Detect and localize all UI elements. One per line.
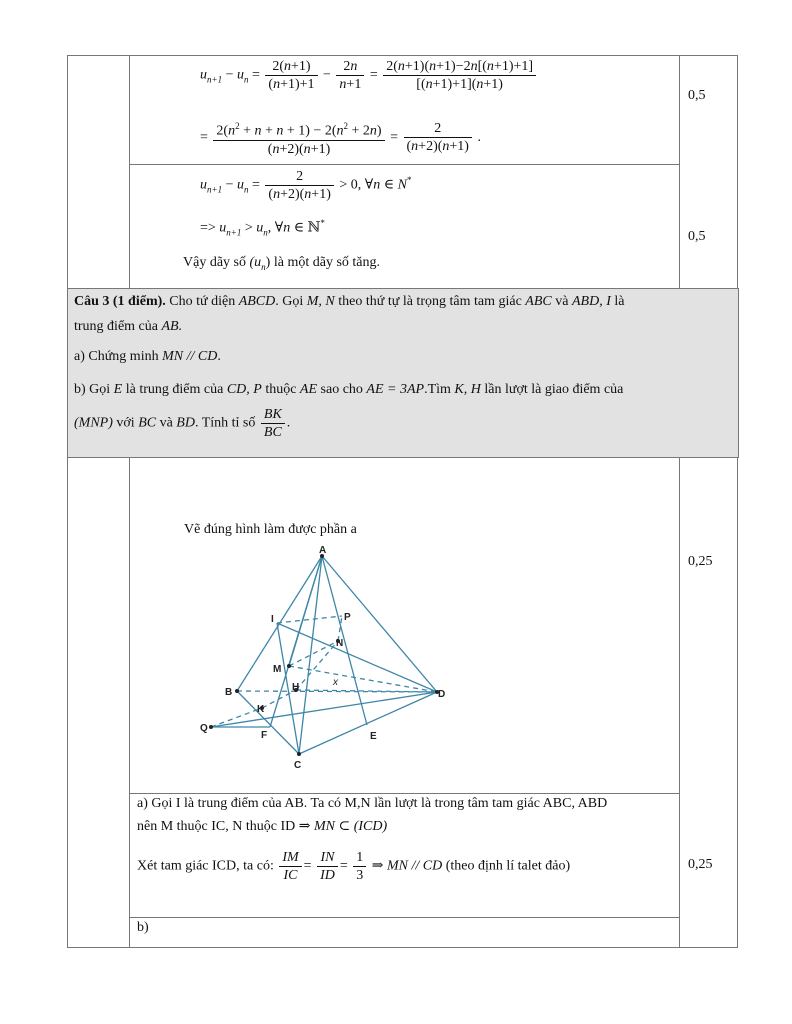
figure-caption: Vẽ đúng hình làm được phần a <box>184 522 357 537</box>
edge-AE <box>322 556 367 725</box>
equation-4: => $u_{n+1} > u_n$, ∀n ∈ ℕ* <box>200 218 325 238</box>
label-Q: Q <box>200 723 208 734</box>
edge-HN <box>296 641 338 690</box>
edge-MN <box>289 641 338 666</box>
label-B: B <box>225 687 233 698</box>
conclusion-b: là một dãy số tăng. <box>273 255 380 270</box>
edge-IP <box>277 616 342 623</box>
question-line-1: Câu 3 (1 điểm). Cho tứ diện ABCD. Gọi M, N theo thứ tự là trọng tâm tam giác ABC và ABD, I là <box>74 294 625 309</box>
conclusion: Vậy dãy số $(u_n)$ là một dãy số tăng. <box>183 255 380 272</box>
score-row3: 0,25 <box>688 554 713 569</box>
label-E: E <box>370 731 377 742</box>
question-heading: Câu 3 (1 điểm). <box>74 294 166 309</box>
label-C: C <box>294 760 302 771</box>
edge-AD <box>322 556 437 692</box>
label-H: H <box>292 682 300 693</box>
answer-a-line-1: a) Gọi I là trung điểm của AB. Ta có M,N lần lượt là trong tâm tam giác ABC, ABD <box>137 796 608 811</box>
question-line-2: trung điểm của AB. <box>74 319 183 334</box>
label-P: P <box>344 612 351 623</box>
equation-2: = $\frac{2(n^2 + n + n + 1) - 2(n^2 + 2n)}{(n+2)(n+1)}$ = $\frac{2}{(n+2)(n+1)}$ . <box>200 118 481 158</box>
label-N: N <box>336 638 344 649</box>
label-D: D <box>438 689 446 700</box>
edge-MD <box>289 666 437 692</box>
answer-a-line-3: Xét tam giác ICD, ta có: $\frac{IM}{IC}$ = $\frac{IN}{ID}$ = $\frac{1}{3}$ ⇒ MN // CD (theo định lí talet đảo) <box>137 850 571 883</box>
equation-1: $u_{n+1} - u_n$ = $\frac{2(n+1)}{(n+1)+1}$ − $\frac{2n}{n+1}$ = $\frac{2(n+1)(n+1)-2n[(n+1)+1]}{[(n+1)+1](n+1)}$ <box>200 58 538 93</box>
label-I: I <box>271 614 274 625</box>
conclusion-a: Vậy dãy số <box>183 255 246 270</box>
question-part-a: a) Chứng minh MN // CD. <box>74 349 221 364</box>
edge-AM <box>289 556 322 666</box>
edge-CD <box>299 692 437 754</box>
label-A: A <box>319 545 327 556</box>
equation-3: $u_{n+1} - u_n$ = $\frac{2}{(n+2)(n+1)}$ > 0, ∀n ∈ N* <box>200 169 412 202</box>
question-part-b-2: (MNP) với BC và BD. Tính tỉ số $\frac{BK}{BC}$ . <box>74 407 291 440</box>
edge-QD <box>211 692 437 727</box>
question-part-b-1: b) Gọi E là trung điểm của CD, P thuộc AE sao cho AE = 3AP.Tìm K, H lần lượt là giao điểm của <box>74 382 624 397</box>
score-row2: 0,5 <box>688 229 706 244</box>
answer-a-line-2: nên M thuộc IC, N thuộc ID ⇒ MN ⊂ (ICD) <box>137 819 388 834</box>
edge-AC <box>299 556 322 754</box>
edge-QK <box>211 708 262 727</box>
score-row1: 0,5 <box>688 88 706 103</box>
label-x: x <box>333 677 338 688</box>
label-F: F <box>261 730 268 741</box>
answer-b-label: b) <box>137 920 149 935</box>
edge-ID <box>277 623 437 692</box>
label-M: M <box>273 664 282 675</box>
score-row4: 0,25 <box>688 857 713 872</box>
label-K: K <box>257 704 265 715</box>
